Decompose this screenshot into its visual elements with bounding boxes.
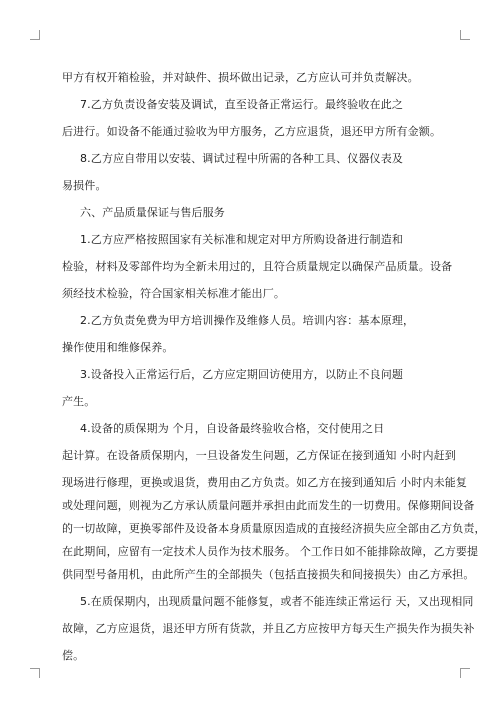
text-line: 操作使用和维修保养。 [62,341,174,354]
text-line: 的一切故障，更换零部件及设备本身质量原因造成的直接经济损失应全部由乙方负责， [62,522,486,535]
text-line: 供同型号备用机，由此所产生的全部损失（包括直接损失和间接损失）由乙方承担。 [62,568,475,581]
text-line: 起计算。在设备质保期内，一旦设备发生问题，乙方保证在接到通知 小时内赶到 [62,449,456,462]
text-line: 后进行。如设备不能通过验收为甲方服务，乙方应退货，退还甲方所有金额。 [62,125,442,138]
document-body [62,71,486,676]
text-line: 产生。 [62,395,96,408]
text-line: 现场进行修理，更换或退货，费用由乙方负责。如乙方在接到通知后 小时内未能复 [62,476,468,489]
text-line: 故障，乙方应退货，退还甲方所有货款，并且乙方应按甲方每天生产损失作为损失补 [62,622,475,635]
crop-mark-top-left [30,30,40,40]
text-line: 偿。 [62,649,85,662]
text-line: 须经技术检验，符合国家相关标准才能出厂。 [62,287,285,300]
text-line: 5.在质保期内，出现质量问题不能修复，或者不能连续正常运行 天，又出现相同 [80,595,474,608]
section-heading: 六、产品质量保证与售后服务 [80,206,225,219]
text-line: 3.设备投入正常运行后，乙方应定期回访使用方，以防止不良问题 [80,368,403,381]
crop-mark-bottom-left [30,668,40,678]
text-line: 易损件。 [62,179,107,192]
crop-mark-top-right [460,30,470,40]
text-line: 4.设备的质保期为 个月，自设备最终验收合格，交付使用之日 [80,422,385,435]
text-line: 检验，材料及零部件均为全新未用过的，且符合质量规定以确保产品质量。设备 [62,260,453,273]
text-line: 2.乙方负责免费为甲方培训操作及维修人员。培训内容：基本原理， [80,314,415,327]
text-line: 或处理问题，则视为乙方承认质量问题并承担由此而发生的一切费用。保修期间设备 [62,499,475,512]
text-line: 在此期间，应留有一定技术人员作为技术服务。 个工作日如不能排除故障，乙方要提 [62,545,479,558]
text-line: 8.乙方应自带用以安装、调试过程中所需的各种工具、仪器仪表及 [80,152,403,165]
text-line: 甲方有权开箱检验，并对缺件、损坏做出记录，乙方应认可并负责解决。 [62,71,419,84]
text-line: 1.乙方应严格按照国家有关标准和规定对甲方所购设备进行制造和 [80,233,403,246]
text-line: 7.乙方负责设备安装及调试，直至设备正常运行。最终验收在此之 [80,98,403,111]
